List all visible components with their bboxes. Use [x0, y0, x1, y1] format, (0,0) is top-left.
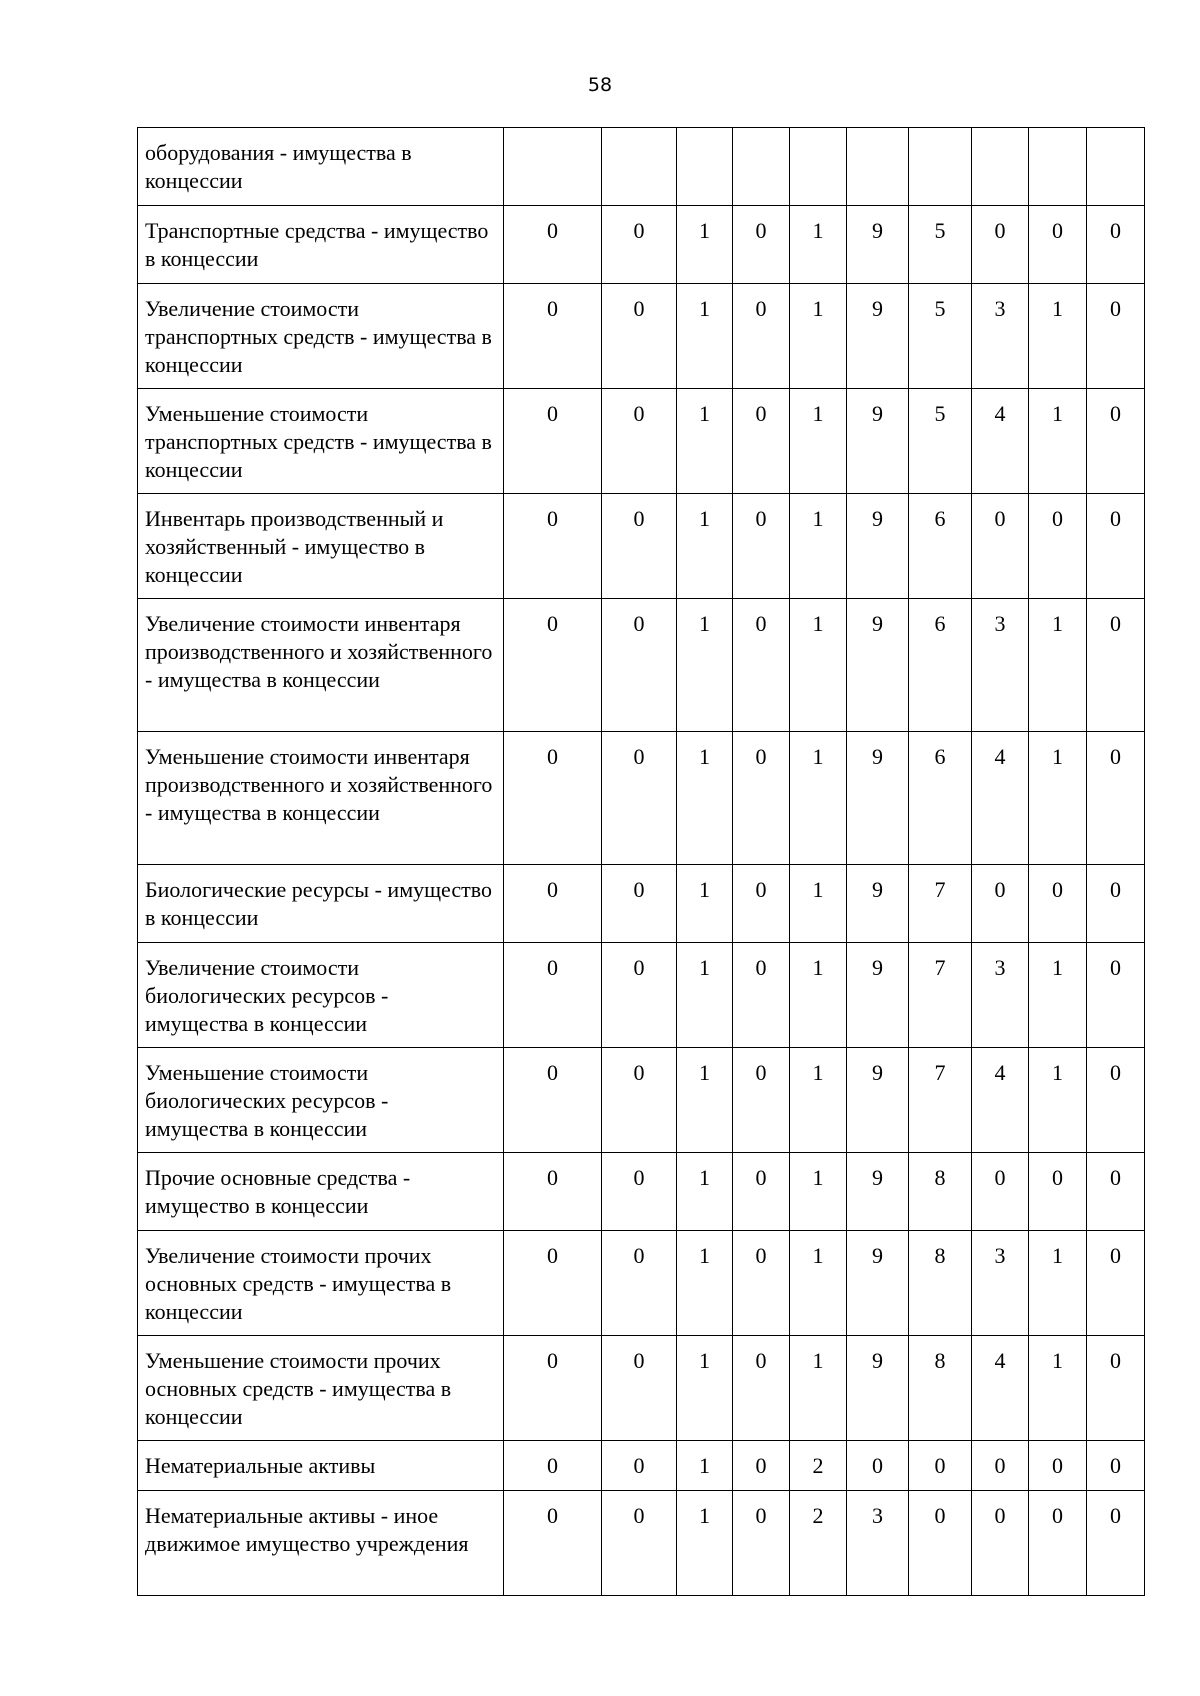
code-digit-cell: 0	[1087, 865, 1145, 943]
code-digit-cell: 1	[1029, 284, 1087, 389]
code-digit-cell: 1	[677, 1441, 733, 1491]
table-row	[138, 1153, 1145, 1231]
code-digit-cell: 0	[733, 206, 790, 284]
row-name-cell: Увеличение стоимости транспортных средств - имущества в концессии	[138, 284, 504, 389]
code-digit-cell: 9	[847, 1048, 909, 1153]
table-row	[138, 1231, 1145, 1336]
code-digit-cell: 0	[504, 206, 602, 284]
code-digit-cell: 8	[909, 1336, 972, 1441]
account-codes-table	[137, 127, 1145, 1596]
code-digit-cell: 1	[677, 1048, 733, 1153]
code-digit-cell: 1	[1029, 599, 1087, 732]
code-digit-cell: 0	[972, 1441, 1029, 1491]
code-digit-cell: 1	[677, 732, 733, 865]
code-digit-cell: 0	[504, 1153, 602, 1231]
code-digit-cell: 0	[909, 1491, 972, 1596]
code-digit-cell: 0	[972, 865, 1029, 943]
code-digit-cell: 0	[733, 943, 790, 1048]
code-digit-cell	[1087, 128, 1145, 206]
code-digit-cell: 0	[504, 943, 602, 1048]
code-digit-cell: 1	[677, 1153, 733, 1231]
code-digit-cell: 9	[847, 206, 909, 284]
code-digit-cell	[790, 128, 847, 206]
code-digit-cell: 0	[504, 1231, 602, 1336]
code-digit-cell: 0	[733, 1491, 790, 1596]
code-digit-cell: 0	[1087, 206, 1145, 284]
code-digit-cell: 9	[847, 284, 909, 389]
code-digit-cell: 1	[677, 389, 733, 494]
code-digit-cell: 0	[602, 389, 677, 494]
code-digit-cell: 0	[504, 389, 602, 494]
code-digit-cell: 0	[504, 284, 602, 389]
row-name-cell: Нематериальные активы	[138, 1441, 504, 1491]
code-digit-cell: 0	[504, 1441, 602, 1491]
code-digit-cell: 1	[677, 1231, 733, 1336]
code-digit-cell: 0	[972, 1491, 1029, 1596]
code-digit-cell: 0	[733, 389, 790, 494]
code-digit-cell: 0	[1087, 1336, 1145, 1441]
code-digit-cell: 1	[677, 599, 733, 732]
table-row	[138, 284, 1145, 389]
code-digit-cell: 0	[504, 732, 602, 865]
code-digit-cell: 1	[790, 1153, 847, 1231]
code-digit-cell: 0	[733, 1231, 790, 1336]
code-digit-cell: 1	[677, 1336, 733, 1441]
table-row	[138, 1491, 1145, 1596]
code-digit-cell: 1	[790, 1231, 847, 1336]
code-digit-cell: 4	[972, 1048, 1029, 1153]
code-digit-cell: 5	[909, 284, 972, 389]
code-digit-cell: 1	[790, 494, 847, 599]
code-digit-cell: 8	[909, 1153, 972, 1231]
code-digit-cell: 0	[504, 1048, 602, 1153]
code-digit-cell: 0	[1087, 943, 1145, 1048]
code-digit-cell: 0	[1087, 1231, 1145, 1336]
code-digit-cell: 0	[602, 1153, 677, 1231]
code-digit-cell: 0	[1087, 494, 1145, 599]
code-digit-cell: 0	[602, 599, 677, 732]
code-digit-cell: 0	[1087, 389, 1145, 494]
code-digit-cell: 0	[602, 206, 677, 284]
row-name-cell: Биологические ресурсы - имущество в концессии	[138, 865, 504, 943]
code-digit-cell: 0	[504, 1336, 602, 1441]
code-digit-cell	[677, 128, 733, 206]
code-digit-cell: 6	[909, 732, 972, 865]
row-name-cell: Уменьшение стоимости инвентаря производственного и хозяйственного - имущества в концессии	[138, 732, 504, 865]
code-digit-cell: 0	[972, 494, 1029, 599]
code-digit-cell: 1	[1029, 732, 1087, 865]
row-name-cell: Инвентарь производственный и хозяйственный - имущество в концессии	[138, 494, 504, 599]
code-digit-cell: 0	[1029, 1441, 1087, 1491]
table-row	[138, 128, 1145, 206]
code-digit-cell: 1	[1029, 389, 1087, 494]
code-digit-cell: 9	[847, 732, 909, 865]
code-digit-cell	[504, 128, 602, 206]
code-digit-cell: 0	[602, 1336, 677, 1441]
code-digit-cell: 0	[504, 494, 602, 599]
code-digit-cell: 3	[972, 599, 1029, 732]
row-name-cell: Нематериальные активы - иное движимое имущество учреждения	[138, 1491, 504, 1596]
code-digit-cell: 1	[677, 284, 733, 389]
code-digit-cell: 1	[677, 943, 733, 1048]
table-row	[138, 732, 1145, 865]
code-digit-cell: 0	[733, 284, 790, 389]
code-digit-cell: 9	[847, 389, 909, 494]
code-digit-cell: 0	[602, 1441, 677, 1491]
code-digit-cell: 0	[602, 943, 677, 1048]
code-digit-cell: 0	[1087, 284, 1145, 389]
code-digit-cell: 1	[790, 1048, 847, 1153]
code-digit-cell: 8	[909, 1231, 972, 1336]
code-digit-cell: 1	[677, 865, 733, 943]
table-row	[138, 1048, 1145, 1153]
table-body	[138, 128, 1145, 1596]
row-name-cell: Прочие основные средства - имущество в концессии	[138, 1153, 504, 1231]
code-digit-cell: 0	[909, 1441, 972, 1491]
code-digit-cell: 7	[909, 943, 972, 1048]
code-digit-cell: 1	[790, 732, 847, 865]
code-digit-cell: 0	[602, 732, 677, 865]
code-digit-cell	[1029, 128, 1087, 206]
code-digit-cell: 9	[847, 1153, 909, 1231]
row-name-cell: Уменьшение стоимости транспортных средств - имущества в концессии	[138, 389, 504, 494]
code-digit-cell	[972, 128, 1029, 206]
row-name-cell: Транспортные средства - имущество в концессии	[138, 206, 504, 284]
code-digit-cell: 0	[1087, 732, 1145, 865]
code-digit-cell: 0	[733, 494, 790, 599]
code-digit-cell: 3	[972, 284, 1029, 389]
table-row	[138, 943, 1145, 1048]
code-digit-cell: 1	[1029, 943, 1087, 1048]
row-name-cell: оборудования - имущества в концессии	[138, 128, 504, 206]
code-digit-cell: 4	[972, 389, 1029, 494]
code-digit-cell: 0	[602, 1491, 677, 1596]
code-digit-cell	[733, 128, 790, 206]
code-digit-cell: 9	[847, 865, 909, 943]
code-digit-cell: 0	[1029, 494, 1087, 599]
code-digit-cell: 1	[677, 1491, 733, 1596]
code-digit-cell: 0	[1087, 1048, 1145, 1153]
code-digit-cell: 0	[504, 599, 602, 732]
code-digit-cell: 0	[1087, 1441, 1145, 1491]
code-digit-cell: 1	[1029, 1048, 1087, 1153]
code-digit-cell: 6	[909, 494, 972, 599]
code-digit-cell: 1	[677, 206, 733, 284]
code-digit-cell: 1	[790, 599, 847, 732]
code-digit-cell: 0	[1029, 206, 1087, 284]
code-digit-cell: 0	[733, 599, 790, 732]
code-digit-cell	[909, 128, 972, 206]
code-digit-cell: 9	[847, 1336, 909, 1441]
code-digit-cell: 0	[733, 1441, 790, 1491]
code-digit-cell: 3	[972, 1231, 1029, 1336]
code-digit-cell: 0	[602, 1231, 677, 1336]
table-row	[138, 206, 1145, 284]
code-digit-cell: 2	[790, 1441, 847, 1491]
row-name-cell: Уменьшение стоимости биологических ресурсов - имущества в концессии	[138, 1048, 504, 1153]
code-digit-cell: 0	[602, 494, 677, 599]
code-digit-cell: 4	[972, 1336, 1029, 1441]
row-name-cell: Уменьшение стоимости прочих основных средств - имущества в концессии	[138, 1336, 504, 1441]
code-digit-cell: 9	[847, 1231, 909, 1336]
code-digit-cell: 0	[504, 1491, 602, 1596]
code-digit-cell	[602, 128, 677, 206]
code-digit-cell: 1	[1029, 1231, 1087, 1336]
table-row	[138, 494, 1145, 599]
code-digit-cell: 0	[1087, 599, 1145, 732]
code-digit-cell: 7	[909, 865, 972, 943]
code-digit-cell: 0	[1029, 1491, 1087, 1596]
code-digit-cell: 1	[790, 943, 847, 1048]
code-digit-cell: 3	[847, 1491, 909, 1596]
code-digit-cell	[847, 128, 909, 206]
code-digit-cell: 1	[790, 865, 847, 943]
code-digit-cell: 0	[733, 1048, 790, 1153]
code-digit-cell: 6	[909, 599, 972, 732]
code-digit-cell: 1	[790, 206, 847, 284]
code-digit-cell: 5	[909, 206, 972, 284]
code-digit-cell: 0	[1087, 1491, 1145, 1596]
code-digit-cell: 2	[790, 1491, 847, 1596]
table-row	[138, 1441, 1145, 1491]
code-digit-cell: 0	[733, 1153, 790, 1231]
code-digit-cell: 9	[847, 494, 909, 599]
code-digit-cell: 0	[733, 732, 790, 865]
code-digit-cell: 0	[847, 1441, 909, 1491]
code-digit-cell: 0	[602, 284, 677, 389]
code-digit-cell: 1	[1029, 1336, 1087, 1441]
table-row	[138, 389, 1145, 494]
code-digit-cell: 1	[790, 389, 847, 494]
table-row	[138, 1336, 1145, 1441]
code-digit-cell: 0	[602, 1048, 677, 1153]
code-digit-cell: 0	[733, 1336, 790, 1441]
code-digit-cell: 1	[790, 284, 847, 389]
code-digit-cell: 0	[1087, 1153, 1145, 1231]
code-digit-cell: 0	[1029, 1153, 1087, 1231]
page-number: 58	[587, 74, 613, 96]
code-digit-cell: 0	[1029, 865, 1087, 943]
row-name-cell: Увеличение стоимости прочих основных средств - имущества в концессии	[138, 1231, 504, 1336]
code-digit-cell: 0	[733, 865, 790, 943]
code-digit-cell: 3	[972, 943, 1029, 1048]
code-digit-cell: 0	[972, 1153, 1029, 1231]
code-digit-cell: 0	[504, 865, 602, 943]
row-name-cell: Увеличение стоимости биологических ресурсов - имущества в концессии	[138, 943, 504, 1048]
code-digit-cell: 7	[909, 1048, 972, 1153]
code-digit-cell: 0	[602, 865, 677, 943]
code-digit-cell: 1	[790, 1336, 847, 1441]
code-digit-cell: 4	[972, 732, 1029, 865]
code-digit-cell: 9	[847, 943, 909, 1048]
code-digit-cell: 0	[972, 206, 1029, 284]
code-digit-cell: 1	[677, 494, 733, 599]
table-row	[138, 599, 1145, 732]
row-name-cell: Увеличение стоимости инвентаря производственного и хозяйственного - имущества в концессии	[138, 599, 504, 732]
table-row	[138, 865, 1145, 943]
code-digit-cell: 9	[847, 599, 909, 732]
code-digit-cell: 5	[909, 389, 972, 494]
